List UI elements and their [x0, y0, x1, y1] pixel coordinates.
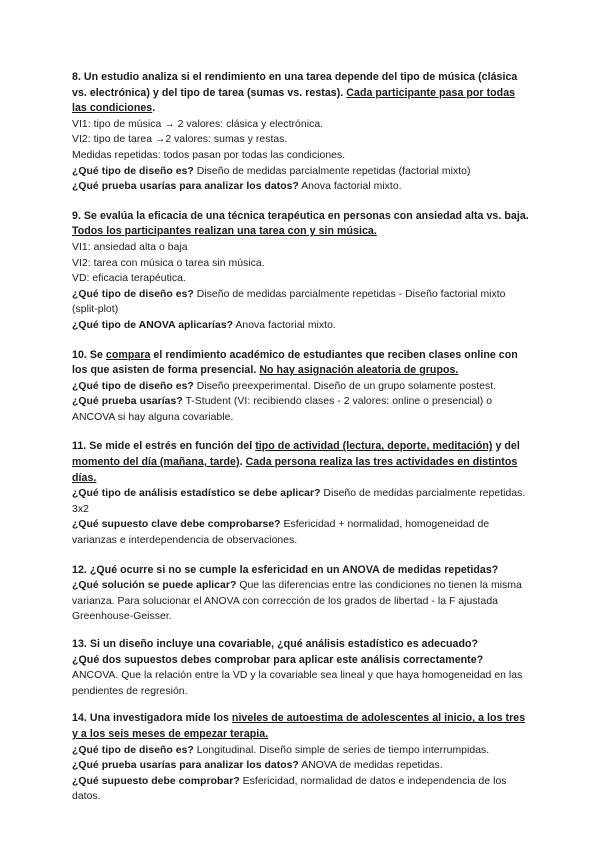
- question-14: [72, 711, 530, 805]
- q11-answer-1: ¿Qué tipo de análisis estadístico se debe aplicar? Diseño de medidas parcialmente repetidas. 3x2: [72, 488, 526, 515]
- question-11: [72, 439, 530, 548]
- q9-answer-1: ¿Qué tipo de diseño es? Diseño de medidas parcialmente repetidas - Diseño factorial mixto (split-plot): [72, 288, 506, 316]
- q11-answer-2: ¿Qué supuesto clave debe comprobarse? Esfericidad + normalidad, homogeneidad de varianzas e interdependencia de observaciones.: [72, 519, 490, 547]
- question-9-heading: 9. Se evalúa la eficacia de una técnica terapéutica en personas con ansiedad alta vs. baja. Todos los participantes realizan una tarea con y sin música.: [72, 209, 529, 238]
- question-11-heading: 11. Se mide el estrés en función del tipo de actividad (lectura, deporte, meditación) y del momento del día (mañana, tarde). Cada persona realiza las tres actividades en distintos días.: [72, 440, 520, 484]
- q14-answer-1: ¿Qué tipo de diseño es? Longitudinal. Diseño simple de series de tiempo interrumpidas.: [72, 744, 490, 756]
- q9-line-2: VI2: tarea con música o tarea sin música.: [72, 257, 265, 269]
- question-14-heading: 14. Una investigadora mide los niveles de autoestima de adolescentes al inicio, a los tres y a los seis meses de empezar terapia.: [72, 712, 526, 740]
- q14-answer-2: ¿Qué prueba usarías para analizar los datos? ANOVA de medidas repetidas.: [72, 760, 443, 772]
- document-page: [72, 70, 530, 819]
- q12-answer-1: ¿Qué solución se puede aplicar? Que las diferencias entre las condiciones no tienen la misma varianza. Para solucionar el ANOVA con corrección de los grados de libertad - la F ajustada Greenhouse-Geisser.: [72, 580, 522, 623]
- q8-answer-1: ¿Qué tipo de diseño es? Diseño de medidas parcialmente repetidas (factorial mixto): [72, 165, 471, 177]
- q9-line-3: VD: eficacia terapéutica.: [72, 273, 186, 285]
- question-9: [72, 209, 530, 334]
- question-8-heading: 8. Un estudio analiza si el rendimiento en una tarea depende del tipo de música (clásica vs. electrónica) y del tipo de tarea (sumas vs. restas). Cada participante pasa por todas las condiciones.: [72, 71, 518, 115]
- question-13-subquestion: ¿Qué dos supuestos debes comprobar para aplicar este análisis correctamente?: [72, 653, 484, 666]
- question-13-heading: 13. Si un diseño incluye una covariable, ¿qué análisis estadístico es adecuado?: [72, 638, 479, 650]
- q8-answer-2: ¿Qué prueba usarías para analizar los datos? Anova factorial mixto.: [72, 181, 402, 193]
- question-13: [72, 637, 530, 699]
- q13-answer-1: ANCOVA. Que la relación entre la VD y la covariable sea lineal y que haya homogeneidad en las pendientes de regresión.: [72, 670, 523, 697]
- q10-answer-1: ¿Qué tipo de diseño es? Diseño preexperimental. Diseño de un grupo solamente postest.: [72, 380, 497, 392]
- q8-line-3: Medidas repetidas: todos pasan por todas las condiciones.: [72, 149, 346, 161]
- question-10: [72, 348, 530, 426]
- q8-line-1: VI1: tipo de música → 2 valores: clásica y electrónica.: [72, 118, 324, 130]
- q10-answer-2: ¿Qué prueba usarías? T-Student (VI: recibiendo clases - 2 valores: online o presencial) o ANCOVA si hay alguna covariable.: [72, 396, 493, 423]
- q8-line-2: VI2: tipo de tarea →2 valores: sumas y restas.: [72, 134, 288, 146]
- q9-line-1: VI1: ansiedad alta o baja: [72, 241, 188, 253]
- question-12: [72, 563, 530, 625]
- question-10-heading: 10. Se compara el rendimiento académico de estudiantes que reciben clases online con los que asisten de forma presencial. No hay asignación aleatoria de grupos.: [72, 348, 518, 377]
- question-8: [72, 70, 530, 195]
- question-12-heading: 12. ¿Qué ocurre si no se cumple la esfericidad en un ANOVA de medidas repetidas?: [72, 563, 499, 576]
- q14-answer-3: ¿Qué supuesto debe comprobar? Esfericidad, normalidad de datos e independencia de los datos.: [72, 775, 507, 803]
- q9-answer-2: ¿Qué tipo de ANOVA aplicarías? Anova factorial mixto.: [72, 319, 336, 331]
